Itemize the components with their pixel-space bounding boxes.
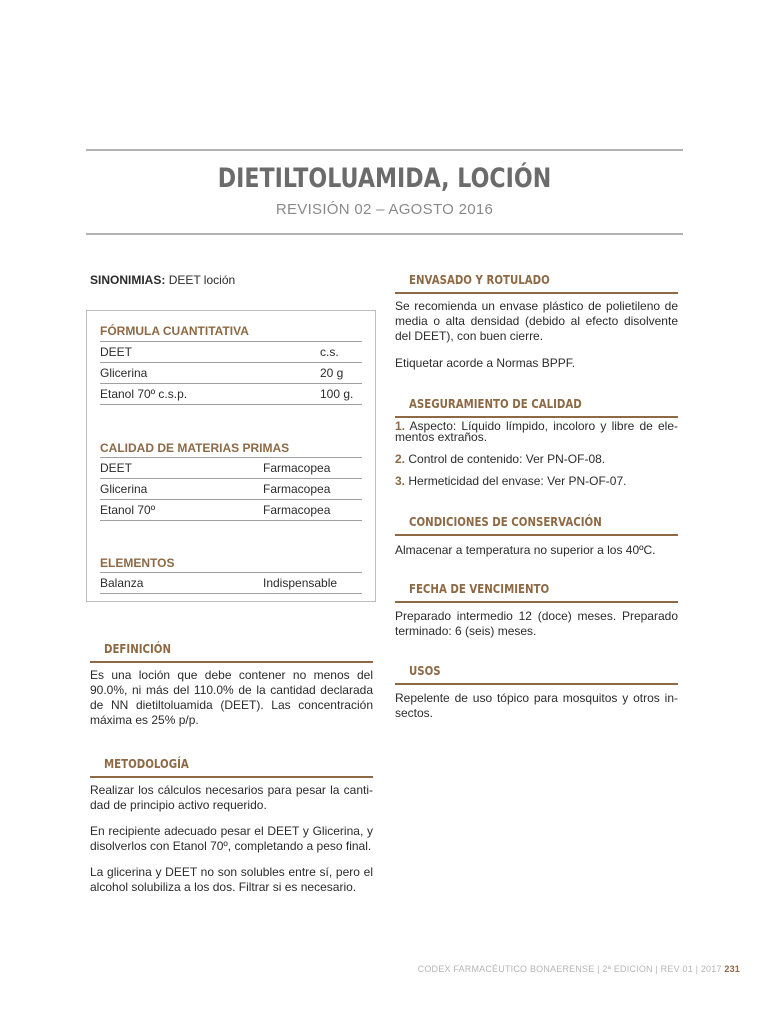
vencimiento-text bbox=[395, 609, 678, 639]
text-line: mentos extraños. bbox=[395, 430, 488, 444]
text-line: 90.0%, ni más del 110.0% de la cantidad declarada bbox=[90, 683, 373, 697]
list-item bbox=[395, 452, 605, 467]
row-value: c.s. bbox=[320, 345, 339, 359]
vencimiento-heading: FECHA DE VENCIMIENTO bbox=[409, 582, 550, 596]
row-value: Farmacopea bbox=[263, 503, 331, 517]
table-row bbox=[100, 500, 362, 521]
usos-text bbox=[395, 691, 678, 721]
metodologia-para-3 bbox=[90, 865, 373, 895]
table-row bbox=[100, 342, 362, 363]
definicion-text bbox=[90, 668, 373, 728]
text-line: Se recomienda un envase plástico de polietileno de bbox=[395, 299, 678, 313]
page-number: 231 bbox=[724, 964, 740, 974]
text-line: Hermeticidad del envase: Ver PN-OF-07. bbox=[408, 474, 627, 488]
row-name: DEET bbox=[100, 345, 133, 359]
calidad-heading-rule bbox=[100, 438, 362, 458]
metodologia-heading: METODOLOGÍA bbox=[104, 757, 189, 771]
elementos-heading: ELEMENTOS bbox=[100, 556, 175, 570]
row-name: Glicerina bbox=[100, 366, 148, 380]
row-name: Glicerina bbox=[100, 482, 148, 496]
table-row bbox=[100, 458, 362, 479]
definicion-rule bbox=[90, 661, 373, 663]
text-line: máxima es 25% p/p. bbox=[90, 713, 199, 727]
sinonimias-label: SINONIMIAS: bbox=[90, 273, 166, 287]
aseguramiento-rule bbox=[395, 416, 678, 418]
row-name: Etanol 70º bbox=[100, 503, 156, 517]
text-line: sectos. bbox=[395, 706, 434, 720]
text-line: terminado: 6 (seis) meses. bbox=[395, 624, 537, 638]
page-footer bbox=[418, 964, 740, 974]
usos-rule bbox=[395, 683, 678, 685]
sinonimias bbox=[90, 273, 235, 288]
page-title: DIETILTOLUAMIDA, LOCIÓN bbox=[217, 163, 552, 194]
list-item bbox=[395, 420, 678, 442]
conservacion-rule bbox=[395, 534, 678, 536]
text-line: En recipiente adecuado pesar el DEET y Glicerina, y bbox=[90, 824, 373, 838]
header-top-rule bbox=[86, 149, 683, 151]
usos-heading: USOS bbox=[409, 664, 441, 678]
list-number: 1. bbox=[395, 419, 406, 433]
text-line: de NN dietiltoluamida (DEET). Las concentración bbox=[90, 698, 373, 712]
formula-cuantitativa-heading: FÓRMULA CUANTITATIVA bbox=[100, 324, 249, 338]
list-number: 2. bbox=[395, 452, 406, 466]
row-value: Indispensable bbox=[263, 576, 338, 590]
metodologia-rule bbox=[90, 776, 373, 778]
row-value: 20 g bbox=[320, 366, 344, 380]
text-line: dad de principio activo requerido. bbox=[90, 798, 267, 812]
text-line: Preparado intermedio 12 (doce) meses. Preparado bbox=[395, 609, 678, 623]
row-value: 100 g. bbox=[320, 387, 354, 401]
sinonimias-value: DEET loción bbox=[168, 273, 236, 287]
envasado-heading: ENVASADO Y ROTULADO bbox=[409, 273, 550, 287]
text-line: Realizar los cálculos necesarios para pesar la canti- bbox=[90, 783, 373, 797]
metodologia-para-2 bbox=[90, 824, 373, 854]
conservacion-text: Almacenar a temperatura no superior a los 40ºC. bbox=[395, 543, 656, 557]
table-row bbox=[100, 479, 362, 500]
row-name: DEET bbox=[100, 461, 133, 475]
elementos-heading-rule bbox=[100, 553, 362, 573]
vencimiento-rule bbox=[395, 601, 678, 603]
header-bottom-rule bbox=[86, 233, 683, 235]
table-row bbox=[100, 363, 362, 384]
footer-text: CODEX FARMACÉUTICO BONAERENSE | 2ª EDICION | REV 01 | 2017 bbox=[417, 964, 722, 974]
page-subtitle: REVISIÓN 02 – AGOSTO 2016 bbox=[275, 201, 494, 218]
text-line: Repelente de uso tópico para mosquitos y otros in- bbox=[395, 691, 678, 705]
text-line: media o alta densidad (debido al efecto disolvente bbox=[395, 314, 678, 328]
formula-heading-rule bbox=[100, 321, 362, 342]
list-number: 3. bbox=[395, 474, 406, 488]
aseguramiento-heading: ASEGURAMIENTO DE CALIDAD bbox=[409, 397, 582, 411]
text-line: Control de contenido: Ver PN-OF-08. bbox=[408, 452, 606, 466]
conservacion-heading: CONDICIONES DE CONSERVACIÓN bbox=[409, 515, 602, 529]
text-line: alcohol solubiliza a los dos. Filtrar si es necesario. bbox=[90, 880, 357, 894]
text-line: Es una loción que debe contener no menos del bbox=[90, 668, 373, 682]
table-row bbox=[100, 384, 362, 405]
envasado-para-1 bbox=[395, 299, 678, 344]
calidad-materias-primas-heading: CALIDAD DE MATERIAS PRIMAS bbox=[100, 441, 290, 455]
metodologia-para-1 bbox=[90, 783, 373, 813]
table-row bbox=[100, 573, 362, 594]
row-name: Etanol 70º c.s.p. bbox=[100, 387, 188, 401]
text-line: La glicerina y DEET no son solubles entre sí, pero el bbox=[90, 865, 373, 879]
list-item bbox=[395, 474, 626, 489]
text-line: Aspecto: Líquido límpido, incoloro y libre de ele- bbox=[409, 419, 678, 433]
row-name: Balanza bbox=[100, 576, 144, 590]
text-line: disolverlos con Etanol 70º, completando a peso final. bbox=[90, 839, 372, 853]
row-value: Farmacopea bbox=[263, 461, 331, 475]
row-value: Farmacopea bbox=[263, 482, 331, 496]
definicion-heading: DEFINICIÓN bbox=[104, 642, 172, 656]
text-line: del DEET), con buen cierre. bbox=[395, 329, 544, 343]
envasado-para-2: Etiquetar acorde a Normas BPPF. bbox=[395, 356, 576, 370]
envasado-rule bbox=[395, 292, 678, 294]
